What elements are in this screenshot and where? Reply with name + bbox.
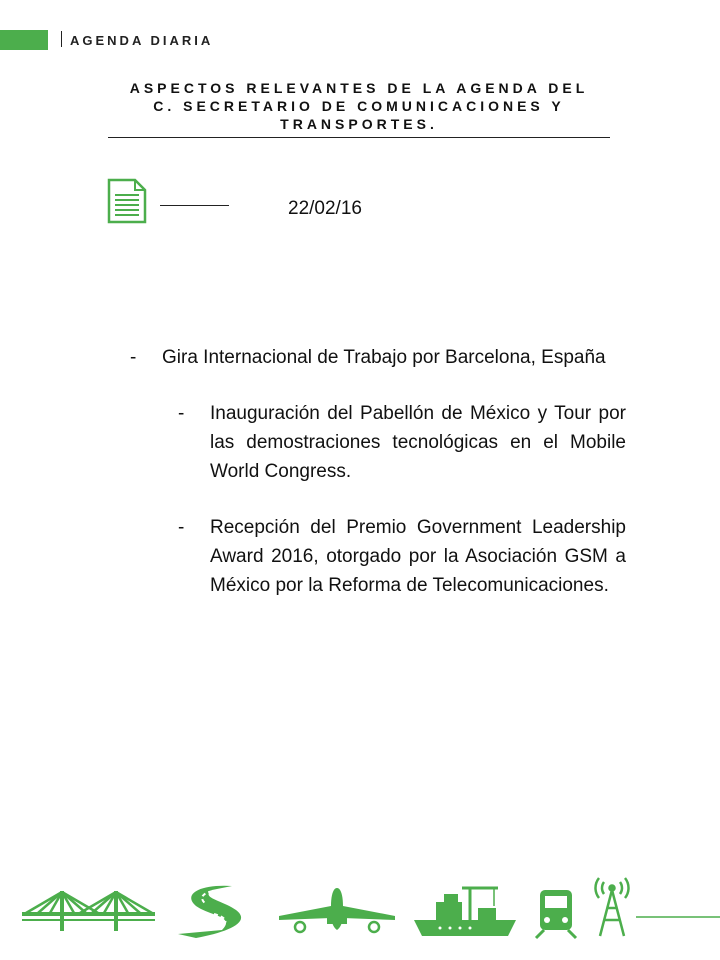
bullet-text: Recepción del Premio Government Leadership Award 2016, otorgado por la Asociación GSM a México por la Reforma de Telecomunicaciones.	[210, 517, 626, 596]
bullet-text: Gira Internacional de Trabajo por Barcelona, España	[162, 347, 606, 368]
page-title	[108, 79, 610, 133]
header-accent-bar	[0, 30, 48, 50]
title-divider	[108, 137, 610, 138]
title-line: ASPECTOS RELEVANTES DE LA AGENDA DEL	[129, 80, 589, 96]
bullet-dash: -	[178, 517, 185, 538]
list-item	[130, 343, 626, 372]
train-icon	[536, 890, 576, 938]
date-divider	[160, 205, 229, 206]
title-line: TRANSPORTES.	[280, 116, 438, 132]
bullet-dash: -	[130, 347, 137, 368]
list-item	[178, 513, 626, 600]
document-icon	[107, 178, 147, 224]
bullet-dash: -	[178, 403, 185, 424]
antenna-icon	[595, 878, 628, 936]
road-icon	[178, 886, 241, 938]
bullet-text: Inauguración del Pabellón de México y Tour por las demostraciones tecnológicas en el Mobile World Congress.	[210, 403, 626, 482]
footer-icons	[0, 876, 720, 946]
title-line: C. SECRETARIO DE COMUNICACIONES Y	[153, 98, 565, 114]
header-separator	[61, 31, 62, 47]
agenda-list	[130, 343, 626, 600]
header-label: AGENDA DIARIA	[70, 33, 214, 48]
airplane-icon	[279, 888, 395, 932]
agenda-date: 22/02/16	[288, 198, 362, 219]
list-item	[178, 399, 626, 486]
bridge-icon	[22, 891, 155, 931]
ship-icon	[414, 888, 516, 936]
